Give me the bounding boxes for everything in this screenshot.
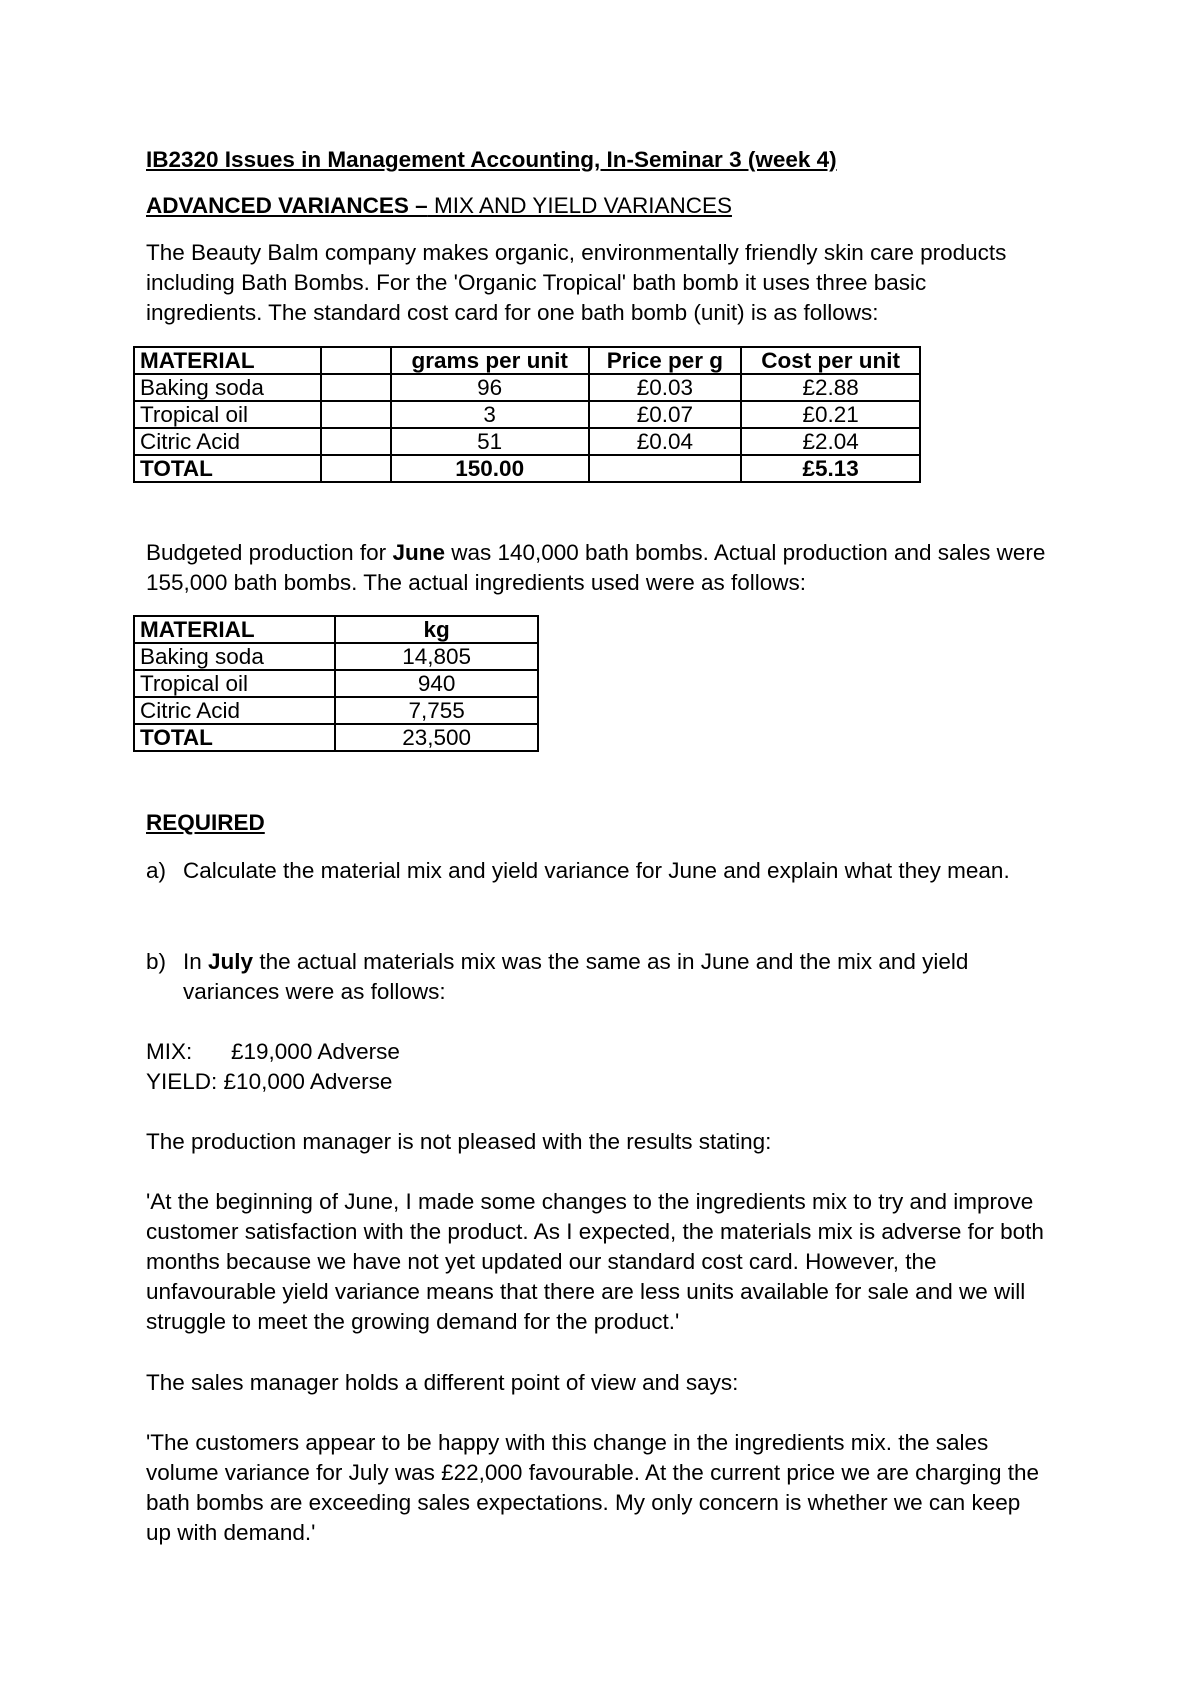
- production-intro: The production manager is not pleased with the results stating:: [146, 1129, 772, 1154]
- table-cell: £0.03: [589, 374, 742, 401]
- table-row: [134, 401, 920, 428]
- table-cell: 14,805: [335, 643, 538, 670]
- table-cell: 3: [391, 401, 589, 428]
- budget-paragraph: Budgeted production for June was 140,000 bath bombs. Actual production and sales were 155,000 bath bombs. The actual ingredients used were as follows:: [146, 540, 1046, 595]
- sales-quote: 'The customers appear to be happy with this change in the ingredients mix. the sales volume variance for July was £22,000 favourable. At the current price we are charging the bath bombs are exceeding sales expectations. My only concern is whether we can keep up with demand.': [146, 1430, 1039, 1545]
- actual-usage-table: [133, 615, 539, 752]
- mix-variance: [146, 1037, 400, 1067]
- table-cell: [321, 374, 390, 401]
- total-cell: TOTAL: [134, 724, 335, 751]
- month-june: June: [392, 540, 445, 565]
- sales-intro: The sales manager holds a different point of view and says:: [146, 1370, 739, 1395]
- question-a-text: Calculate the material mix and yield variance for June and explain what they mean.: [183, 858, 1010, 883]
- header-cell: grams per unit: [391, 347, 589, 374]
- table-cell: £0.07: [589, 401, 742, 428]
- total-cell: [589, 455, 742, 482]
- table-cell: Baking soda: [134, 374, 321, 401]
- intro-paragraph: The Beauty Balm company makes organic, environmentally friendly skin care products including Bath Bombs. For the 'Organic Tropical' bath bomb it uses three basic ingredients. The standard cost card for one bath bomb (unit) is as follows:: [146, 240, 1007, 325]
- question-b-text: In July the actual materials mix was the same as in June and the mix and yield variances were as follows:: [183, 949, 969, 1004]
- subtitle-bold: ADVANCED VARIANCES –: [146, 193, 428, 218]
- table-cell: £0.21: [741, 401, 920, 428]
- header-cell: MATERIAL: [134, 347, 321, 374]
- required-heading: REQUIRED: [146, 810, 265, 835]
- table-cell: 96: [391, 374, 589, 401]
- table-cell: £0.04: [589, 428, 742, 455]
- table-cell: Tropical oil: [134, 401, 321, 428]
- table-cell: [321, 428, 390, 455]
- table-row: [134, 670, 538, 697]
- total-cell: 23,500: [335, 724, 538, 751]
- table-header-row: [134, 616, 538, 643]
- header-cell: Cost per unit: [741, 347, 920, 374]
- header-cell: MATERIAL: [134, 616, 335, 643]
- header-cell: kg: [335, 616, 538, 643]
- table-cell: Citric Acid: [134, 428, 321, 455]
- table-cell: Citric Acid: [134, 697, 335, 724]
- total-cell: TOTAL: [134, 455, 321, 482]
- table-row: [134, 697, 538, 724]
- total-cell: 150.00: [391, 455, 589, 482]
- table-cell: £2.04: [741, 428, 920, 455]
- subtitle-rest: MIX AND YIELD VARIANCES: [427, 193, 732, 218]
- document-title: IB2320 Issues in Management Accounting, In-Seminar 3 (week 4): [146, 147, 837, 172]
- total-cell: £5.13: [741, 455, 920, 482]
- table-cell: [321, 401, 390, 428]
- total-cell: [321, 455, 390, 482]
- table-cell: Baking soda: [134, 643, 335, 670]
- table-cell: Tropical oil: [134, 670, 335, 697]
- mix-label: MIX:: [146, 1039, 193, 1064]
- header-cell: [321, 347, 390, 374]
- yield-label: YIELD:: [146, 1069, 218, 1094]
- standard-cost-table: [133, 346, 921, 483]
- production-quote: 'At the beginning of June, I made some changes to the ingredients mix to try and improve customer satisfaction with the product. As I expected, the materials mix is adverse for both months because we have not yet updated our standard cost card. However, the unfavourable yield variance means that there are less units available for sale and we will struggle to meet the growing demand for the product.': [146, 1189, 1044, 1334]
- yield-variance: [146, 1067, 392, 1097]
- question-a: [146, 856, 1046, 886]
- section-subtitle: [146, 191, 732, 221]
- yield-value: £10,000 Adverse: [223, 1069, 393, 1094]
- question-a-marker: a): [146, 858, 167, 883]
- table-cell: 7,755: [335, 697, 538, 724]
- table-cell: 51: [391, 428, 589, 455]
- month-july: July: [208, 949, 254, 974]
- table-cell: 940: [335, 670, 538, 697]
- table-total-row: [134, 724, 538, 751]
- question-b-marker: b): [146, 949, 167, 974]
- table-cell: £2.88: [741, 374, 920, 401]
- table-total-row: [134, 455, 920, 482]
- question-b: [146, 947, 1046, 1007]
- table-row: [134, 374, 920, 401]
- table-row: [134, 428, 920, 455]
- header-cell: Price per g: [589, 347, 742, 374]
- table-header-row: [134, 347, 920, 374]
- table-row: [134, 643, 538, 670]
- mix-value: £19,000 Adverse: [231, 1039, 400, 1064]
